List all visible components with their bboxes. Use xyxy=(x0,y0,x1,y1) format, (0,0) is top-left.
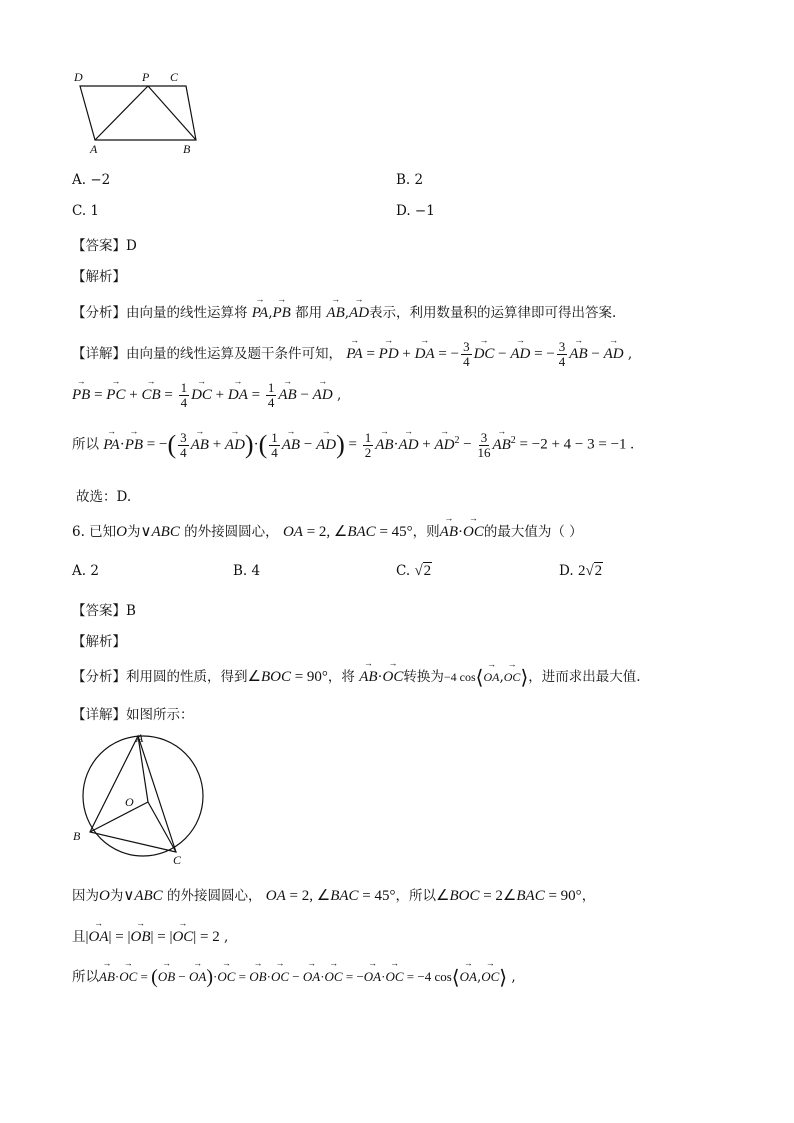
q5-fenxi: 【分析】由向量的线性运算将 → PA,→ PB 都用 → AB,→ AD表示，利用数量积的运算律即可得出答案. xyxy=(72,301,616,322)
segment-pa xyxy=(95,86,148,140)
parallelogram-figure xyxy=(70,68,210,158)
label-c: C xyxy=(170,70,179,84)
segment-pb xyxy=(148,86,196,140)
label-a: A xyxy=(136,731,144,745)
q6-and: 且|→ OA| = |→ OB| = |→ OC| = 2 , xyxy=(72,925,228,946)
q6-option-b: B. 4 xyxy=(233,563,261,579)
circle-figure xyxy=(68,728,208,868)
q5-option-c: C. 1 xyxy=(72,203,100,219)
q5-option-d: D. −1 xyxy=(396,203,435,219)
q6-detail: 【详解】如图所示： xyxy=(72,707,194,723)
q6-because: 因为O为∨ABC 的外接圆圆心， OA = 2, ∠BAC = 45°，所以∠BOC = 2∠BAC = 90°， xyxy=(72,888,596,904)
label-d: D xyxy=(74,70,83,84)
detail-label: 【详解】 xyxy=(72,346,126,362)
parallelogram-outline xyxy=(80,86,196,140)
label-p: P xyxy=(142,70,150,84)
q6-option-d: D. 2√2 xyxy=(559,563,603,579)
q5-detail-line3: 所以 → PA·→ PB = −( $\frac{3}{4}$ → AB + → AD)·( $\frac{1}{4}$ → AB − → AD) = $\frac{1}{2}$ → AB·→ AD + → $AD^2$ − $\frac{3}{16}$ → $AB^2 = -2 + 4 - 3 = -1$ . xyxy=(72,430,634,460)
q5-detail-line2: → PB = → PC + → CB = $\frac{1}{4}$ → DC + → DA = $\frac{1}{4}$ → AB − → AD , xyxy=(72,381,341,410)
q5-option-a: A. −2 xyxy=(72,172,111,188)
fenxi-label: 【分析】 xyxy=(72,305,126,321)
q6-so: 所以→ AB·→ OC = (→ OB − → OA)·→ OC = → OB·→ OC − → OA·→ OC = −→ OA·→ OC = −4 cos⟨→ OA,→ OC⟩ , xyxy=(72,965,516,990)
label-a: A xyxy=(90,142,98,156)
label-b: B xyxy=(183,142,191,156)
q6-analysis-label: 【解析】 xyxy=(72,634,126,650)
q5-analysis-label: 【解析】 xyxy=(72,269,126,285)
q6-option-c: C. √2 xyxy=(396,563,432,579)
triangle-abc xyxy=(90,736,176,852)
label-c: C xyxy=(173,853,182,867)
label-b: B xyxy=(73,829,81,843)
label-o: O xyxy=(125,795,134,809)
q6-fenxi: 【分析】利用圆的性质，得到∠BOC = 90°，将 → AB·→ OC转换为−4 cos⟨→ OA,→ OC⟩，进而求出最大值. xyxy=(72,665,641,690)
q5-detail-line1: 【详解】由向量的线性运算及题干条件可知， → PA = → PD + → DA = − $\frac{3}{4}$ → DC − → AD = − $\frac{3}{4}$ → AB − → AD , xyxy=(72,340,632,369)
q6-answer: 【答案】B xyxy=(72,603,136,619)
segment-oa xyxy=(138,736,148,802)
q6-stem: 6. 已知O为∨ABC 的外接圆圆心， OA = 2, ∠BAC = 45°，则→ AB·→ OC的最大值为（ ） xyxy=(72,520,583,541)
q6-option-a: A. 2 xyxy=(72,563,99,579)
segment-ob xyxy=(90,802,148,832)
q5-answer: 【答案】D xyxy=(72,238,137,254)
circumcircle xyxy=(83,736,203,856)
q5-pick: 故选：D. xyxy=(76,489,132,505)
q5-option-b: B. 2 xyxy=(396,172,424,188)
